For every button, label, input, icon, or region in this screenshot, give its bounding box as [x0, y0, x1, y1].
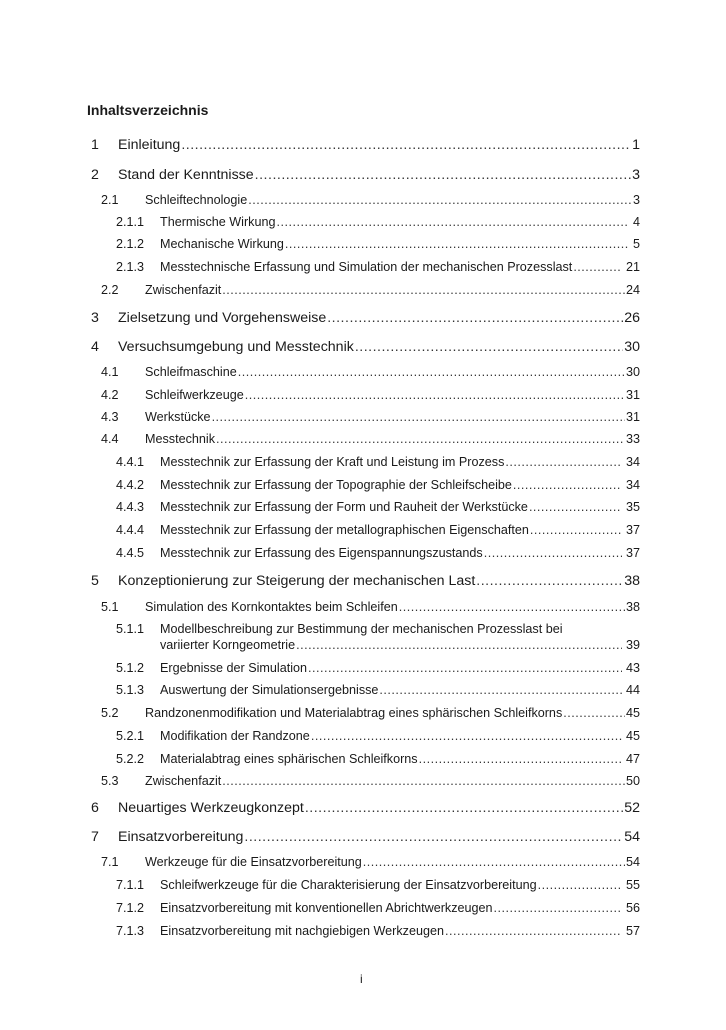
page-ref: 45	[625, 729, 640, 743]
section-number: 2.1	[101, 193, 119, 207]
toc-entry[interactable]	[116, 878, 640, 892]
dot-leader	[513, 478, 622, 492]
toc-entry[interactable]	[116, 500, 640, 514]
toc-entry[interactable]	[116, 523, 640, 537]
dot-leader	[379, 683, 622, 697]
toc-entry[interactable]	[116, 237, 640, 251]
toc-entry[interactable]	[91, 573, 640, 589]
dot-leader	[308, 661, 622, 675]
page-ref: 45	[625, 706, 640, 720]
toc-entry[interactable]	[101, 706, 640, 720]
toc-entry[interactable]	[116, 661, 640, 675]
dot-leader	[245, 388, 625, 402]
toc-entry[interactable]	[101, 855, 640, 869]
dot-leader	[244, 829, 623, 845]
dot-leader	[285, 237, 629, 251]
dot-leader	[276, 215, 629, 229]
section-number: 2.2	[101, 283, 119, 297]
dot-leader	[222, 774, 625, 788]
dot-leader	[494, 901, 622, 915]
toc-entry[interactable]	[116, 924, 640, 938]
page-ref: 31	[625, 388, 640, 402]
page-ref: 5	[632, 237, 640, 251]
toc-entry[interactable]	[101, 600, 640, 614]
page-ref: 24	[625, 283, 640, 297]
page-ref: 3	[632, 167, 640, 183]
toc-entry[interactable]	[101, 432, 640, 446]
toc-entry[interactable]	[101, 388, 640, 402]
section-number: 5.2.1	[116, 729, 145, 743]
section-number: 5.1.3	[116, 683, 145, 697]
section-number: 2.1.1	[116, 215, 145, 229]
toc-entry[interactable]	[116, 455, 640, 469]
toc-entry[interactable]	[101, 365, 640, 379]
section-title: Messtechnische Erfassung und Simulation der mechanischen Prozesslast	[160, 260, 573, 274]
toc-entry[interactable]	[91, 829, 640, 845]
dot-leader	[311, 729, 622, 743]
page-ref: 50	[625, 774, 640, 788]
page-ref: 33	[625, 432, 640, 446]
toc-entry[interactable]	[116, 729, 640, 743]
section-title: Materialabtrag eines sphärischen Schleifkorns	[160, 752, 418, 766]
dot-leader	[181, 137, 631, 153]
section-title: Werkstücke	[145, 410, 211, 424]
section-title: Stand der Kenntnisse	[118, 167, 254, 183]
section-title: Simulation des Kornkontaktes beim Schleifen	[145, 600, 398, 614]
toc-entry[interactable]	[91, 137, 640, 153]
page-ref: 1	[632, 137, 640, 153]
dot-leader	[484, 546, 622, 560]
section-title: Ergebnisse der Simulation	[160, 661, 308, 675]
dot-leader	[238, 365, 625, 379]
toc-entry[interactable]	[160, 638, 640, 652]
dot-leader	[538, 878, 622, 892]
page-ref: 31	[625, 410, 640, 424]
section-title: Einsatzvorbereitung	[118, 829, 244, 845]
toc-entry[interactable]	[91, 310, 640, 326]
section-title: Einleitung	[118, 137, 181, 153]
section-title: Messtechnik zur Erfassung der Kraft und Leistung im Prozess	[160, 455, 505, 469]
toc-entry[interactable]	[116, 546, 640, 560]
section-number: 7.1.1	[116, 878, 145, 892]
section-title: Konzeptionierung zur Steigerung der mechanischen Last	[118, 573, 476, 589]
section-number: 3	[91, 310, 99, 326]
section-title: Einsatzvorbereitung mit nachgiebigen Werkzeugen	[160, 924, 444, 938]
toc-entry[interactable]	[91, 339, 640, 355]
section-number: 4	[91, 339, 99, 355]
page-ref: 54	[624, 829, 640, 845]
page-ref: 37	[625, 546, 640, 560]
page-ref: 38	[624, 573, 640, 589]
toc-entry[interactable]	[116, 622, 640, 636]
dot-leader	[573, 260, 622, 274]
section-title: Messtechnik zur Erfassung der Form und Rauheit der Werkstücke	[160, 500, 528, 514]
section-title: Messtechnik zur Erfassung der Topographie der Schleifscheibe	[160, 478, 512, 492]
section-title: Messtechnik	[145, 432, 215, 446]
toc-entry[interactable]	[116, 215, 640, 229]
dot-leader	[529, 500, 622, 514]
dot-leader	[355, 339, 623, 355]
page-ref: 37	[625, 523, 640, 537]
page-ref: 55	[625, 878, 640, 892]
section-title: Modifikation der Randzone	[160, 729, 310, 743]
toc-entry[interactable]	[91, 167, 640, 183]
page-ref: 3	[632, 193, 640, 207]
section-number: 5.1.2	[116, 661, 145, 675]
section-number: 4.4.5	[116, 546, 145, 560]
toc-entry[interactable]	[116, 752, 640, 766]
section-title: Werkzeuge für die Einsatzvorbereitung	[145, 855, 362, 869]
toc-entry[interactable]	[116, 478, 640, 492]
toc-entry[interactable]	[116, 901, 640, 915]
section-title: Schleifwerkzeuge	[145, 388, 244, 402]
section-title: variierter Korngeometrie	[160, 638, 296, 652]
dot-leader	[399, 600, 625, 614]
section-number: 2	[91, 167, 99, 183]
toc-entry[interactable]	[116, 260, 640, 274]
section-number: 2.1.2	[116, 237, 145, 251]
page-ref: 57	[625, 924, 640, 938]
section-number: 5.2	[101, 706, 119, 720]
page-ref: 56	[625, 901, 640, 915]
section-number: 1	[91, 137, 99, 153]
page-ref: 4	[632, 215, 640, 229]
section-number: 7.1	[101, 855, 119, 869]
section-title: Versuchsumgebung und Messtechnik	[118, 339, 354, 355]
section-number: 4.2	[101, 388, 119, 402]
section-title: Messtechnik zur Erfassung der metallographischen Eigenschaften	[160, 523, 529, 537]
section-title: Auswertung der Simulationsergebnisse	[160, 683, 379, 697]
dot-leader	[222, 283, 625, 297]
section-number: 4.4	[101, 432, 119, 446]
dot-leader	[216, 432, 625, 446]
section-title: Schleifmaschine	[145, 365, 237, 379]
section-number: 4.4.1	[116, 455, 145, 469]
page-ref: 30	[624, 339, 640, 355]
toc-entry[interactable]	[101, 410, 640, 424]
section-number: 7.1.3	[116, 924, 145, 938]
section-title: Mechanische Wirkung	[160, 237, 284, 251]
section-title: Schleifwerkzeuge für die Charakterisierung der Einsatzvorbereitung	[160, 878, 537, 892]
section-number: 4.1	[101, 365, 119, 379]
dot-leader	[255, 167, 631, 183]
page-ref: 43	[625, 661, 640, 675]
section-number: 5.1	[101, 600, 119, 614]
section-number: 4.4.2	[116, 478, 145, 492]
page-ref: 34	[625, 478, 640, 492]
dot-leader	[530, 523, 622, 537]
toc-entry[interactable]	[101, 774, 640, 788]
section-title: Thermische Wirkung	[160, 215, 276, 229]
page-ref: 54	[625, 855, 640, 869]
page-ref: 47	[625, 752, 640, 766]
section-title: Zielsetzung und Vorgehensweise	[118, 310, 327, 326]
section-number: 5	[91, 573, 99, 589]
section-title: Neuartiges Werkzeugkonzept	[118, 800, 304, 816]
dot-leader	[563, 706, 625, 720]
page-ref: 38	[625, 600, 640, 614]
toc-entry[interactable]	[116, 683, 640, 697]
toc-title: Inhaltsverzeichnis	[87, 102, 209, 118]
page-ref: 26	[624, 310, 640, 326]
page-number: i	[360, 972, 363, 986]
page-ref: 35	[625, 500, 640, 514]
dot-leader	[296, 638, 622, 652]
dot-leader	[327, 310, 623, 326]
section-title: Schleiftechnologie	[145, 193, 248, 207]
toc-entry[interactable]	[101, 283, 640, 297]
section-title: Zwischenfazit	[145, 283, 222, 297]
dot-leader	[212, 410, 625, 424]
section-number: 4.3	[101, 410, 119, 424]
page-ref: 30	[625, 365, 640, 379]
page-ref: 39	[625, 638, 640, 652]
section-title: Modellbeschreibung zur Bestimmung der mechanischen Prozesslast bei	[160, 622, 563, 636]
section-number: 5.1.1	[116, 622, 145, 636]
page-ref: 21	[625, 260, 640, 274]
section-number: 4.4.4	[116, 523, 145, 537]
toc-entry[interactable]	[101, 193, 640, 207]
section-number: 7	[91, 829, 99, 845]
section-title: Messtechnik zur Erfassung des Eigenspannungszustands	[160, 546, 483, 560]
section-number: 5.3	[101, 774, 119, 788]
section-number: 2.1.3	[116, 260, 145, 274]
section-title: Randzonenmodifikation und Materialabtrag eines sphärischen Schleifkorns	[145, 706, 563, 720]
page-ref: 44	[625, 683, 640, 697]
dot-leader	[248, 193, 632, 207]
section-number: 7.1.2	[116, 901, 145, 915]
dot-leader	[363, 855, 625, 869]
section-number: 4.4.3	[116, 500, 145, 514]
dot-leader	[305, 800, 623, 816]
dot-leader	[505, 455, 622, 469]
section-title: Zwischenfazit	[145, 774, 222, 788]
section-number: 5.2.2	[116, 752, 145, 766]
dot-leader	[419, 752, 622, 766]
toc-entry[interactable]	[91, 800, 640, 816]
section-number: 6	[91, 800, 99, 816]
page-ref: 34	[625, 455, 640, 469]
page-ref: 52	[624, 800, 640, 816]
dot-leader	[476, 573, 623, 589]
section-title: Einsatzvorbereitung mit konventionellen Abrichtwerkzeugen	[160, 901, 493, 915]
dot-leader	[445, 924, 622, 938]
